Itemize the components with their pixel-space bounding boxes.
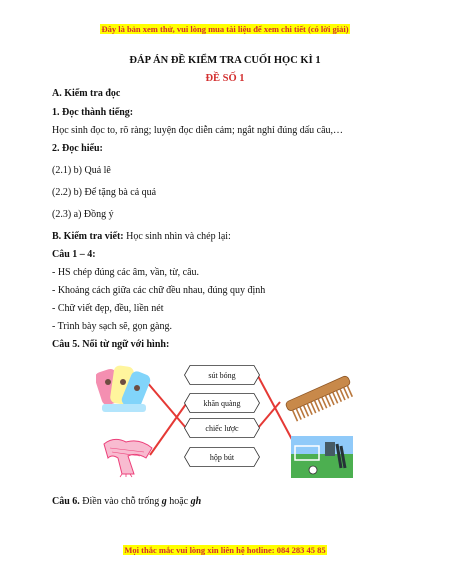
q1-4-item: - Chữ viết đẹp, đều, liền nét [52, 303, 164, 314]
match-line [258, 402, 280, 428]
comb-image [282, 374, 358, 422]
q6-text: Điền vào chỗ trống [79, 496, 162, 507]
word-box-khan-quang [184, 393, 260, 413]
hotline-banner [0, 545, 450, 555]
soccer-image [291, 436, 353, 478]
section-a-heading: A. Kiểm tra đọc [52, 88, 121, 99]
page-title: ĐÁP ÁN ĐỀ KIỂM TRA CUỐI HỌC KÌ 1 [129, 55, 321, 66]
word-label: hộp bút [209, 452, 235, 462]
part1-heading: 1. Đọc thành tiếng: [52, 107, 134, 118]
q6-letter-g: g [161, 496, 167, 507]
word-label: chiếc lược [205, 423, 239, 433]
q6-label: Câu 6. [52, 496, 80, 507]
hotline-text: Mọi thắc mắc vui lòng xin liên hệ hotline: 084 283 45 85 [124, 545, 326, 555]
part1-text: Học sinh đọc to, rõ ràng; luyện đọc diễn cảm; ngắt nghỉ đúng dấu câu,… [52, 125, 344, 136]
q6-or: hoặc [166, 496, 191, 507]
answer-2-3: (2.3) a) Đồng ý [52, 209, 114, 220]
pencil-case-image [96, 360, 152, 416]
page-subtitle: ĐỀ SỐ 1 [205, 73, 245, 84]
q6-letter-gh: gh [190, 496, 202, 507]
preview-notice-text: Đây là bản xem thử, vui lòng mua tài liệu để xem chi tiết (có lời giải) [101, 24, 349, 34]
word-box-sut-bong [184, 365, 260, 385]
word-label: khăn quàng [203, 398, 241, 408]
word-box-hop-but [184, 447, 260, 467]
q6-line [52, 496, 201, 507]
section-b-text: Học sinh nhìn và chép lại: [123, 231, 231, 242]
q1-4-item: - Khoảng cách giữa các chữ đều nhau, đúng quy định [52, 285, 266, 296]
q1-4-item: - Trình bày sạch sẽ, gọn gàng. [52, 321, 172, 332]
answer-2-2: (2.2) b) Để tặng bà cả quả [52, 187, 157, 198]
q5-heading: Câu 5. Nối từ ngữ với hình: [52, 339, 170, 350]
word-box-chiec-luoc [184, 418, 260, 438]
q1-4-item: - HS chép đúng các âm, vần, từ, câu. [52, 267, 200, 278]
q1-4-heading: Câu 1 – 4: [52, 249, 96, 260]
match-line [146, 381, 186, 428]
section-b-heading: B. Kiểm tra viết: [52, 231, 124, 242]
answer-2-1: (2.1) b) Quả lê [52, 165, 111, 176]
part2-heading: 2. Đọc hiểu: [52, 143, 103, 154]
scarf-image [100, 434, 156, 478]
word-label: sút bóng [208, 370, 236, 380]
